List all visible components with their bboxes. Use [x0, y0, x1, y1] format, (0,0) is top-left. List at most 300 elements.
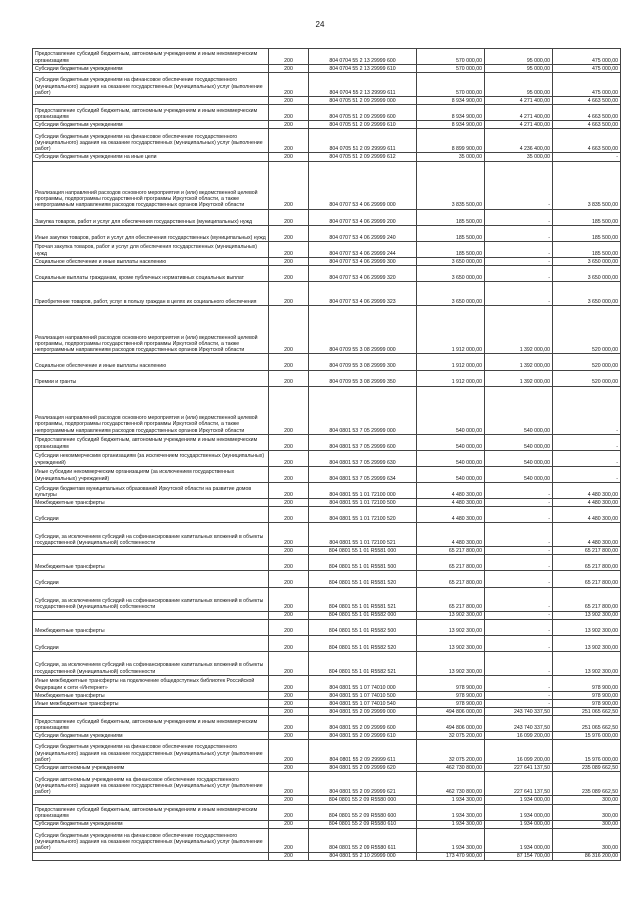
row-code-cell: 804 0705 51 2 09 29999 600 [309, 105, 417, 121]
row-grbs-cell: 200 [269, 105, 309, 121]
row-grbs-cell: 200 [269, 796, 309, 804]
row-amount-c-cell: 3 650 000,00 [553, 282, 621, 306]
row-code-cell: 804 0707 53 4 06 29999 320 [309, 266, 417, 282]
row-code-cell: 804 0704 55 2 13 29999 600 [309, 49, 417, 65]
row-grbs-cell: 200 [269, 587, 309, 611]
row-amount-b-cell: - [485, 209, 553, 225]
row-name-cell: Межбюджетные трансферты [33, 499, 269, 507]
table-row [33, 121, 621, 129]
row-grbs-cell: 200 [269, 257, 309, 265]
row-amount-b-cell: - [485, 499, 553, 507]
row-grbs-cell: 200 [269, 852, 309, 860]
row-amount-c-cell: - [553, 434, 621, 450]
row-name-cell: Реализация направлений расходов основного мероприятия и (или) ведомственной целевой программы, подпрограммы государственной программы Иркутской области, а также непрограммным направлениям расходов государственных органов Иркутской области [33, 306, 269, 354]
row-code-cell: 804 0705 51 2 09 29999 610 [309, 121, 417, 129]
row-grbs-cell: 200 [269, 153, 309, 161]
row-name-cell [33, 547, 269, 555]
row-amount-c-cell: 65 217 800,00 [553, 547, 621, 555]
row-code-cell: 804 0801 55 2 10 29999 000 [309, 852, 417, 860]
row-name-cell: Субсидии бюджетным учреждениям на финансовое обеспечение государственного (муниципального) задания на оказание государственных (муниципальных) услуг (выполнение работ) [33, 73, 269, 97]
row-name-cell [33, 708, 269, 716]
row-name-cell: Субсидии автономным учреждениям на финансовое обеспечение государственного (муниципального) задания на оказание государственных (муниципальных) услуг (выполнение работ) [33, 772, 269, 796]
row-amount-b-cell: - [485, 241, 553, 257]
table-row [33, 241, 621, 257]
row-amount-c-cell: 235 089 662,50 [553, 764, 621, 772]
row-grbs-cell: 200 [269, 306, 309, 354]
row-grbs-cell: 200 [269, 708, 309, 716]
row-amount-c-cell: 13 902 300,00 [553, 611, 621, 619]
row-total-cell: 32 075 200,00 [417, 732, 485, 740]
row-grbs-cell: 200 [269, 65, 309, 73]
row-amount-c-cell: 65 217 800,00 [553, 571, 621, 587]
row-grbs-cell: 200 [269, 129, 309, 153]
row-total-cell: 570 000,00 [417, 65, 485, 73]
row-total-cell: 978 900,00 [417, 700, 485, 708]
row-amount-c-cell: 185 500,00 [553, 241, 621, 257]
row-amount-b-cell: - [485, 611, 553, 619]
row-total-cell: 65 217 800,00 [417, 571, 485, 587]
table-row [33, 354, 621, 370]
row-total-cell: 3 650 000,00 [417, 257, 485, 265]
row-code-cell: 804 0707 53 4 06 29999 300 [309, 257, 417, 265]
table-row [33, 434, 621, 450]
row-code-cell: 804 0801 55 1 07 74010 000 [309, 675, 417, 691]
row-code-cell: 804 0707 53 4 06 29999 200 [309, 209, 417, 225]
row-amount-c-cell: 4 480 300,00 [553, 483, 621, 499]
row-total-cell: 1 934 300,00 [417, 796, 485, 804]
row-amount-c-cell: 65 217 800,00 [553, 587, 621, 611]
row-code-cell: 804 0707 53 4 06 29999 323 [309, 282, 417, 306]
row-amount-c-cell: 300,00 [553, 820, 621, 828]
row-amount-b-cell: 1 934 000,00 [485, 828, 553, 852]
row-total-cell: 540 000,00 [417, 450, 485, 466]
row-grbs-cell: 200 [269, 619, 309, 635]
row-total-cell: 570 000,00 [417, 73, 485, 97]
row-amount-b-cell: - [485, 692, 553, 700]
row-code-cell: 804 0801 55 1 01 R5582 520 [309, 635, 417, 651]
row-name-cell: Межбюджетные трансферты [33, 619, 269, 635]
row-amount-b-cell: - [485, 635, 553, 651]
row-name-cell: Социальное обеспечение и иные выплаты населению [33, 354, 269, 370]
row-grbs-cell: 200 [269, 732, 309, 740]
row-name-cell: Субсидии бюджетам муниципальных образований Иркутской области на развитие домов культуры [33, 483, 269, 499]
table-row [33, 499, 621, 507]
table-row [33, 651, 621, 675]
row-total-cell: 462 730 800,00 [417, 772, 485, 796]
row-code-cell: 804 0801 55 1 01 72100 521 [309, 523, 417, 547]
row-code-cell: 804 0801 55 2 09 29999 620 [309, 764, 417, 772]
row-amount-b-cell: 1 934 000,00 [485, 804, 553, 820]
row-code-cell: 804 0801 55 1 01 R5581 520 [309, 571, 417, 587]
row-name-cell: Предоставление субсидий бюджетным, автономным учреждениям и иным некоммерческим организациям [33, 804, 269, 820]
row-grbs-cell: 200 [269, 820, 309, 828]
row-total-cell: 185 500,00 [417, 241, 485, 257]
budget-table-body [33, 49, 621, 861]
table-row [33, 209, 621, 225]
row-amount-b-cell: 1 934 000,00 [485, 820, 553, 828]
row-name-cell: Реализация направлений расходов основного мероприятия и (или) ведомственной целевой программы, подпрограммы государственной программы Иркутской области, а также непрограммным направлениям расходов государственных органов Иркутской области [33, 161, 269, 209]
row-total-cell: 1 934 300,00 [417, 828, 485, 852]
row-code-cell: 804 0707 53 4 06 29999 000 [309, 161, 417, 209]
row-code-cell: 804 0801 55 1 01 R5581 500 [309, 555, 417, 571]
row-amount-c-cell: 475 000,00 [553, 73, 621, 97]
row-amount-b-cell: - [485, 266, 553, 282]
row-amount-c-cell: 185 500,00 [553, 209, 621, 225]
row-code-cell: 804 0707 53 4 06 29999 244 [309, 241, 417, 257]
row-amount-b-cell: - [485, 523, 553, 547]
row-code-cell: 804 0801 55 1 01 R5582 000 [309, 611, 417, 619]
row-total-cell: 65 217 800,00 [417, 587, 485, 611]
table-row [33, 483, 621, 499]
row-amount-b-cell: 1 392 000,00 [485, 370, 553, 386]
row-name-cell: Прочая закупка товаров, работ и услуг для обеспечения государственных (муниципальных) нужд [33, 241, 269, 257]
row-amount-c-cell: 86 316 200,00 [553, 852, 621, 860]
row-code-cell: 804 0707 53 4 06 29999 240 [309, 225, 417, 241]
row-total-cell: 3 650 000,00 [417, 266, 485, 282]
row-amount-c-cell: 4 663 500,00 [553, 105, 621, 121]
row-name-cell [33, 97, 269, 105]
row-grbs-cell: 200 [269, 370, 309, 386]
table-row [33, 73, 621, 97]
row-name-cell: Реализация направлений расходов основного мероприятия и (или) ведомственной целевой программы, подпрограммы государственной программы Иркутской области, а также непрограммным направлениям расходов государственных органов Иркутской области [33, 386, 269, 434]
row-code-cell: 804 0801 55 1 01 R5581 521 [309, 587, 417, 611]
table-row [33, 692, 621, 700]
row-total-cell: 173 470 900,00 [417, 852, 485, 860]
table-row [33, 161, 621, 209]
row-name-cell: Предоставление субсидий бюджетным, автономным учреждениям и иным некоммерческим организациям [33, 49, 269, 65]
row-grbs-cell: 200 [269, 73, 309, 97]
table-row [33, 386, 621, 434]
row-amount-c-cell: 4 663 500,00 [553, 97, 621, 105]
table-row [33, 635, 621, 651]
row-amount-c-cell: 4 480 300,00 [553, 499, 621, 507]
row-code-cell: 804 0801 55 1 01 72100 500 [309, 499, 417, 507]
table-row [33, 716, 621, 732]
row-grbs-cell: 200 [269, 282, 309, 306]
row-total-cell: 4 480 300,00 [417, 499, 485, 507]
row-grbs-cell: 200 [269, 161, 309, 209]
row-amount-b-cell: - [485, 571, 553, 587]
row-amount-c-cell: 3 650 000,00 [553, 257, 621, 265]
row-amount-b-cell: 16 099 200,00 [485, 732, 553, 740]
row-amount-b-cell: 1 392 000,00 [485, 354, 553, 370]
row-code-cell: 804 0704 55 2 13 29999 611 [309, 73, 417, 97]
row-amount-c-cell: 13 902 300,00 [553, 619, 621, 635]
row-name-cell: Иные межбюджетные трансферты [33, 700, 269, 708]
row-total-cell: 32 075 200,00 [417, 740, 485, 764]
table-row [33, 306, 621, 354]
row-amount-c-cell: 475 000,00 [553, 65, 621, 73]
row-grbs-cell: 200 [269, 700, 309, 708]
row-name-cell: Субсидии, за исключением субсидий на софинансирование капитальных вложений в объекты государственной (муниципальной) собственности [33, 651, 269, 675]
row-name-cell: Субсидии бюджетным учреждениям [33, 121, 269, 129]
row-amount-b-cell: 95 000,00 [485, 73, 553, 97]
row-amount-c-cell: 978 900,00 [553, 700, 621, 708]
row-name-cell: Социальное обеспечение и иные выплаты населению [33, 257, 269, 265]
row-amount-c-cell: 251 065 662,50 [553, 716, 621, 732]
row-amount-c-cell: 185 500,00 [553, 225, 621, 241]
row-amount-c-cell: - [553, 450, 621, 466]
row-total-cell: 3 650 000,00 [417, 282, 485, 306]
row-total-cell: 1 912 000,00 [417, 306, 485, 354]
row-name-cell: Межбюджетные трансферты [33, 555, 269, 571]
row-code-cell: 804 0709 55 3 08 29999 300 [309, 354, 417, 370]
row-amount-c-cell: - [553, 386, 621, 434]
row-amount-b-cell: - [485, 587, 553, 611]
row-amount-b-cell: - [485, 483, 553, 499]
row-code-cell: 804 0801 55 1 07 74010 540 [309, 700, 417, 708]
row-total-cell: 8 934 900,00 [417, 97, 485, 105]
table-row [33, 772, 621, 796]
row-name-cell: Премии и гранты [33, 370, 269, 386]
row-code-cell: 804 0801 55 1 01 R5582 500 [309, 619, 417, 635]
row-amount-c-cell: 475 000,00 [553, 49, 621, 65]
row-grbs-cell: 200 [269, 354, 309, 370]
row-amount-c-cell: 978 900,00 [553, 675, 621, 691]
row-name-cell: Субсидии, за исключением субсидий на софинансирование капитальных вложений в объекты государственной (муниципальной) собственности [33, 587, 269, 611]
row-code-cell: 804 0705 51 2 09 29999 000 [309, 97, 417, 105]
table-row [33, 129, 621, 153]
row-code-cell: 804 0801 55 1 07 74010 500 [309, 692, 417, 700]
row-grbs-cell: 200 [269, 635, 309, 651]
row-total-cell: 185 500,00 [417, 209, 485, 225]
row-amount-b-cell: 540 000,00 [485, 386, 553, 434]
table-row [33, 804, 621, 820]
row-code-cell: 804 0801 55 1 01 72100 520 [309, 507, 417, 523]
row-name-cell: Субсидии автономным учреждениям [33, 764, 269, 772]
row-code-cell: 804 0801 55 2 09 R5580 611 [309, 828, 417, 852]
row-amount-c-cell: 520 000,00 [553, 354, 621, 370]
row-code-cell: 804 0801 55 2 09 29999 600 [309, 716, 417, 732]
table-row [33, 507, 621, 523]
row-grbs-cell: 200 [269, 804, 309, 820]
row-grbs-cell: 200 [269, 692, 309, 700]
row-grbs-cell: 200 [269, 523, 309, 547]
row-amount-c-cell: 300,00 [553, 804, 621, 820]
row-name-cell: Социальные выплаты гражданам, кроме публичных нормативных социальных выплат [33, 266, 269, 282]
row-amount-b-cell: 87 154 700,00 [485, 852, 553, 860]
row-amount-c-cell: 13 902 300,00 [553, 635, 621, 651]
row-grbs-cell: 200 [269, 483, 309, 499]
row-amount-c-cell: 13 902 300,00 [553, 651, 621, 675]
table-row [33, 675, 621, 691]
table-row [33, 153, 621, 161]
row-total-cell: 13 902 300,00 [417, 651, 485, 675]
table-row [33, 547, 621, 555]
row-amount-c-cell: 300,00 [553, 828, 621, 852]
row-amount-b-cell: 540 000,00 [485, 450, 553, 466]
row-amount-b-cell: - [485, 547, 553, 555]
table-row [33, 523, 621, 547]
row-grbs-cell: 200 [269, 764, 309, 772]
row-amount-c-cell: 520 000,00 [553, 370, 621, 386]
table-row [33, 732, 621, 740]
table-row [33, 65, 621, 73]
table-row [33, 740, 621, 764]
row-name-cell [33, 796, 269, 804]
row-grbs-cell: 200 [269, 828, 309, 852]
row-total-cell: 978 900,00 [417, 675, 485, 691]
row-grbs-cell: 200 [269, 386, 309, 434]
row-total-cell: 8 934 900,00 [417, 105, 485, 121]
row-amount-b-cell: - [485, 161, 553, 209]
row-code-cell: 804 0801 55 1 01 72100 000 [309, 483, 417, 499]
row-code-cell: 804 0705 51 2 09 29999 611 [309, 129, 417, 153]
row-grbs-cell: 200 [269, 675, 309, 691]
row-code-cell: 804 0801 53 7 05 29999 630 [309, 450, 417, 466]
row-grbs-cell: 200 [269, 651, 309, 675]
row-amount-c-cell: 65 217 800,00 [553, 555, 621, 571]
row-name-cell: Субсидии бюджетным учреждениям [33, 65, 269, 73]
row-total-cell: 4 480 300,00 [417, 507, 485, 523]
row-amount-b-cell: - [485, 619, 553, 635]
row-amount-b-cell: - [485, 675, 553, 691]
table-row [33, 282, 621, 306]
row-name-cell: Субсидии некоммерческим организациям (за исключением государственных (муниципальных) учреждений) [33, 450, 269, 466]
row-amount-b-cell: 95 000,00 [485, 49, 553, 65]
row-total-cell: 462 730 800,00 [417, 764, 485, 772]
row-amount-b-cell: - [485, 651, 553, 675]
row-grbs-cell: 200 [269, 555, 309, 571]
row-total-cell: 13 902 300,00 [417, 611, 485, 619]
table-row [33, 225, 621, 241]
row-amount-b-cell: 1 392 000,00 [485, 306, 553, 354]
row-code-cell: 804 0801 55 2 09 29999 000 [309, 708, 417, 716]
row-name-cell: Субсидии бюджетным учреждениям на финансовое обеспечение государственного (муниципального) задания на оказание государственных (муниципальных) услуг (выполнение работ) [33, 828, 269, 852]
row-name-cell: Субсидии, за исключением субсидий на софинансирование капитальных вложений в объекты государственной (муниципальной) собственности [33, 523, 269, 547]
row-code-cell: 804 0709 55 3 08 29999 350 [309, 370, 417, 386]
row-name-cell: Субсидии [33, 635, 269, 651]
row-total-cell: 65 217 800,00 [417, 555, 485, 571]
row-total-cell: 1 934 300,00 [417, 820, 485, 828]
row-name-cell: Субсидии бюджетным учреждениям [33, 732, 269, 740]
row-amount-c-cell: 4 480 300,00 [553, 507, 621, 523]
row-amount-b-cell: 4 271 400,00 [485, 121, 553, 129]
table-row [33, 257, 621, 265]
row-name-cell [33, 852, 269, 860]
row-amount-b-cell: - [485, 257, 553, 265]
row-name-cell: Субсидии [33, 571, 269, 587]
row-total-cell: 185 500,00 [417, 225, 485, 241]
row-code-cell: 804 0801 55 1 01 R5581 000 [309, 547, 417, 555]
row-amount-b-cell: - [485, 225, 553, 241]
row-amount-b-cell: 4 236 400,00 [485, 129, 553, 153]
row-total-cell: 13 902 300,00 [417, 635, 485, 651]
row-total-cell: 494 806 000,00 [417, 716, 485, 732]
row-grbs-cell: 200 [269, 266, 309, 282]
row-code-cell: 804 0704 55 2 13 29999 610 [309, 65, 417, 73]
row-code-cell: 804 0801 53 7 05 29999 000 [309, 386, 417, 434]
row-grbs-cell: 200 [269, 547, 309, 555]
row-code-cell: 804 0709 55 3 08 29999 000 [309, 306, 417, 354]
table-row [33, 852, 621, 860]
row-amount-b-cell: 4 271 400,00 [485, 97, 553, 105]
row-total-cell: 1 912 000,00 [417, 354, 485, 370]
row-grbs-cell: 200 [269, 121, 309, 129]
table-row [33, 619, 621, 635]
row-name-cell: Закупка товаров, работ и услуг для обеспечения государственных (муниципальных) нужд [33, 209, 269, 225]
table-row [33, 370, 621, 386]
row-amount-b-cell: - [485, 282, 553, 306]
row-name-cell: Приобретение товаров, работ, услуг в пользу граждан в целях их социального обеспечения [33, 282, 269, 306]
row-grbs-cell: 200 [269, 716, 309, 732]
row-amount-c-cell: 4 663 500,00 [553, 129, 621, 153]
row-code-cell: 804 0801 55 2 09 29999 611 [309, 740, 417, 764]
row-amount-c-cell: 300,00 [553, 796, 621, 804]
row-name-cell: Иные межбюджетные трансферты на подключение общедоступных библиотек Российской Федерации к сети «Интернет» [33, 675, 269, 691]
row-code-cell: 804 0801 53 7 05 29999 634 [309, 466, 417, 482]
table-row [33, 708, 621, 716]
row-grbs-cell: 200 [269, 772, 309, 796]
row-code-cell: 804 0801 55 2 09 R5580 600 [309, 804, 417, 820]
row-name-cell: Субсидии бюджетным учреждениям [33, 820, 269, 828]
table-row [33, 266, 621, 282]
row-total-cell: 570 000,00 [417, 49, 485, 65]
row-name-cell: Субсидии [33, 507, 269, 523]
row-total-cell: 978 900,00 [417, 692, 485, 700]
row-total-cell: 4 480 300,00 [417, 523, 485, 547]
row-amount-b-cell: 95 000,00 [485, 65, 553, 73]
row-grbs-cell: 200 [269, 434, 309, 450]
table-row [33, 611, 621, 619]
row-amount-b-cell: - [485, 700, 553, 708]
page-number: 24 [315, 20, 325, 29]
row-amount-b-cell: 16 099 200,00 [485, 740, 553, 764]
row-grbs-cell: 200 [269, 571, 309, 587]
row-amount-b-cell: 540 000,00 [485, 466, 553, 482]
row-grbs-cell: 200 [269, 466, 309, 482]
row-amount-c-cell: 15 976 000,00 [553, 740, 621, 764]
table-row [33, 49, 621, 65]
row-name-cell: Субсидии бюджетным учреждениям на финансовое обеспечение государственного (муниципального) задания на оказание государственных (муниципальных) услуг (выполнение работ) [33, 129, 269, 153]
table-row [33, 555, 621, 571]
row-amount-b-cell: - [485, 507, 553, 523]
row-code-cell: 804 0705 51 2 09 29999 612 [309, 153, 417, 161]
row-amount-c-cell: 15 976 000,00 [553, 732, 621, 740]
row-total-cell: 1 934 300,00 [417, 804, 485, 820]
row-grbs-cell: 200 [269, 740, 309, 764]
row-grbs-cell: 200 [269, 450, 309, 466]
row-total-cell: 540 000,00 [417, 434, 485, 450]
row-amount-b-cell: 540 000,00 [485, 434, 553, 450]
table-row [33, 820, 621, 828]
row-amount-b-cell: 227 641 137,50 [485, 772, 553, 796]
table-row [33, 764, 621, 772]
row-total-cell: 8 899 900,00 [417, 129, 485, 153]
row-amount-b-cell: 1 934 000,00 [485, 796, 553, 804]
row-total-cell: 1 912 000,00 [417, 370, 485, 386]
row-amount-c-cell: 4 480 300,00 [553, 523, 621, 547]
row-name-cell: Межбюджетные трансферты [33, 692, 269, 700]
row-grbs-cell: 200 [269, 209, 309, 225]
row-grbs-cell: 200 [269, 225, 309, 241]
row-total-cell: 494 806 000,00 [417, 708, 485, 716]
row-amount-c-cell: - [553, 466, 621, 482]
row-amount-c-cell: 520 000,00 [553, 306, 621, 354]
row-total-cell: 65 217 800,00 [417, 547, 485, 555]
row-name-cell: Субсидии бюджетным учреждениям на финансовое обеспечение государственного (муниципального) задания на оказание государственных (муниципальных) услуг (выполнение работ) [33, 740, 269, 764]
row-amount-c-cell: 235 089 662,50 [553, 772, 621, 796]
row-grbs-cell: 200 [269, 507, 309, 523]
row-grbs-cell: 200 [269, 241, 309, 257]
row-grbs-cell: 200 [269, 611, 309, 619]
row-total-cell: 35 000,00 [417, 153, 485, 161]
row-code-cell: 804 0801 55 2 09 29999 610 [309, 732, 417, 740]
row-name-cell: Иные закупки товаров, работ и услуг для обеспечения государственных (муниципальных) нужд [33, 225, 269, 241]
row-total-cell: 3 835 500,00 [417, 161, 485, 209]
row-code-cell: 804 0801 55 2 09 29999 621 [309, 772, 417, 796]
row-code-cell: 804 0801 55 2 09 R5580 000 [309, 796, 417, 804]
